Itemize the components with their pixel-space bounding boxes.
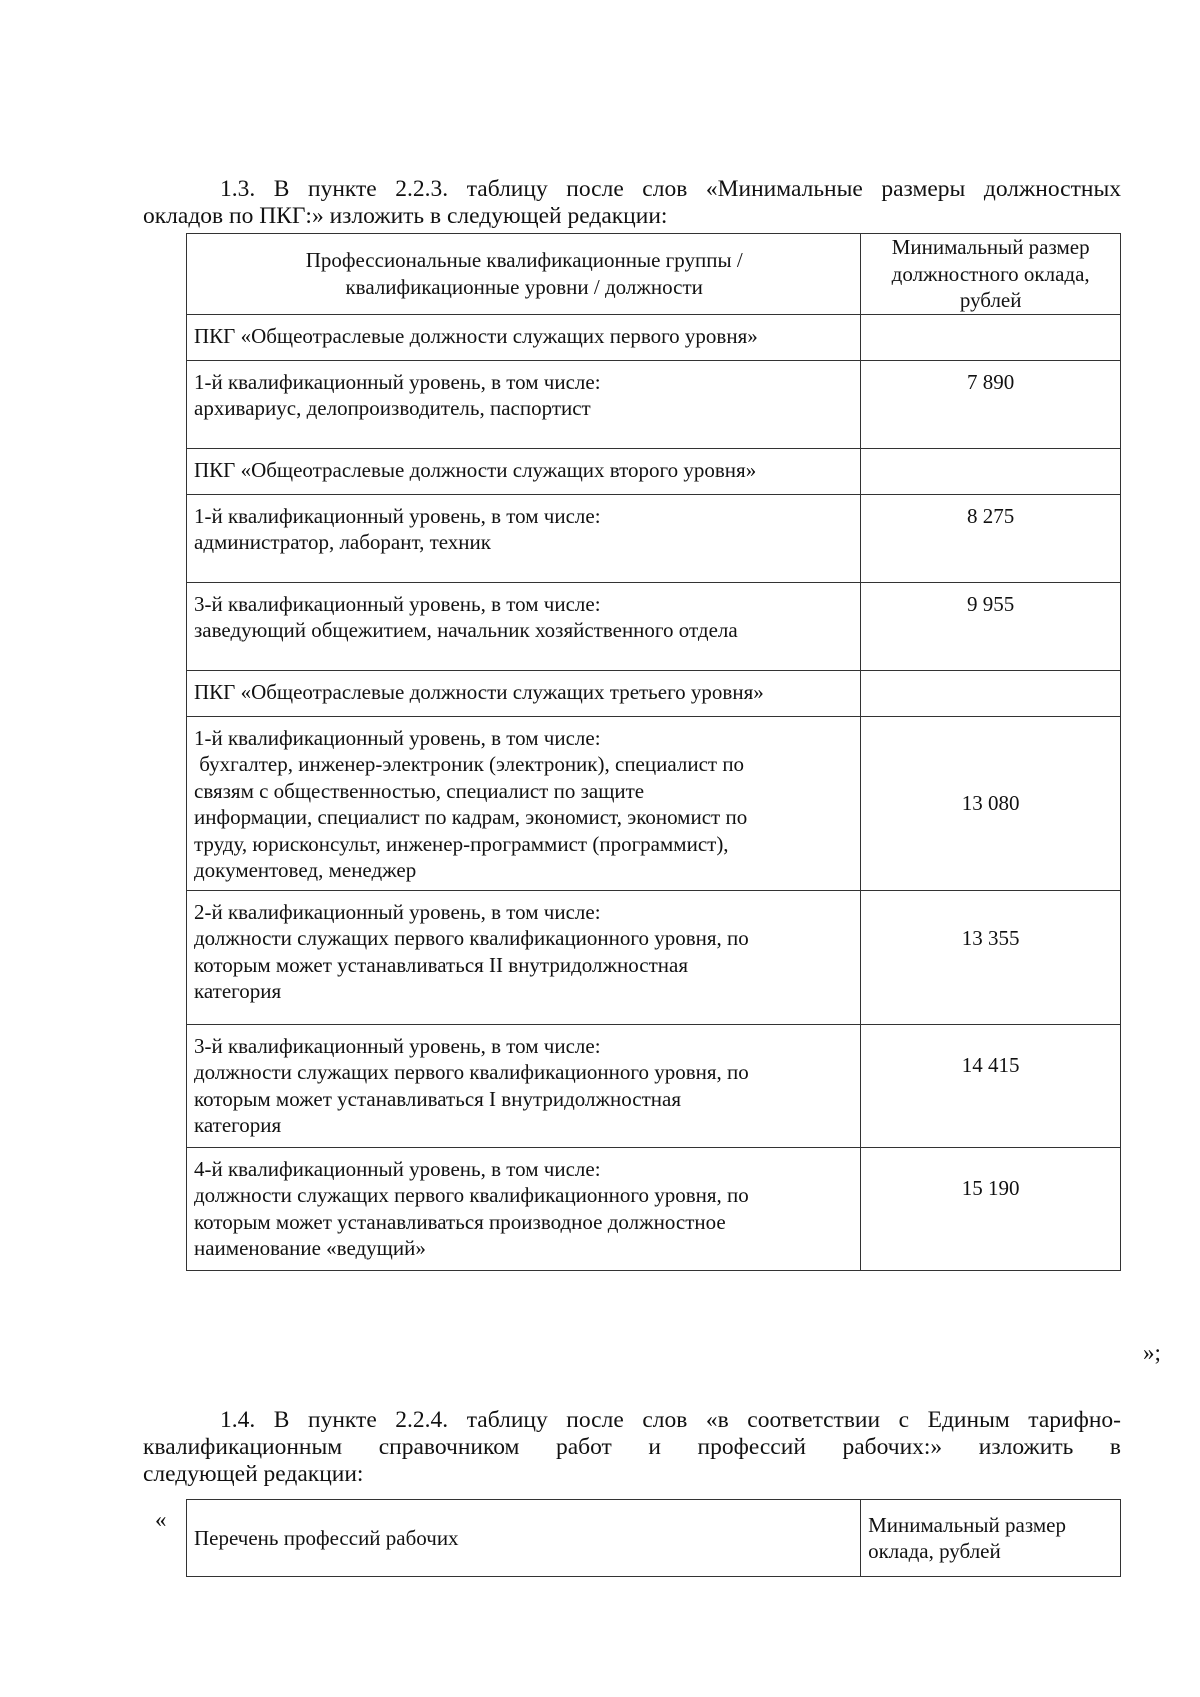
- level-title: 3-й квалификационный уровень, в том числе:: [194, 591, 601, 616]
- opening-quote-mark: «: [155, 1507, 167, 1532]
- header-cell-salary: [861, 234, 1121, 315]
- header-cell-groups: [187, 234, 861, 315]
- level-cell: [187, 360, 861, 448]
- table-group-row: [187, 314, 1121, 360]
- paragraph-text: 1.4. В пункте 2.2.4. таблицу после слов «в соответствии с Единым тарифно-: [220, 1407, 1121, 1433]
- salary-cell: [861, 314, 1121, 360]
- table-group-row: [187, 670, 1121, 716]
- positions-text: категория: [194, 979, 282, 1003]
- table-header-row: [187, 234, 1121, 315]
- header-text: Минимальный размер: [891, 235, 1090, 259]
- salary-table-employees: [186, 233, 1121, 1271]
- salary-cell: 13 080: [861, 716, 1121, 890]
- group-name-cell: ПКГ «Общеотраслевые должности служащих третьего уровня»: [187, 670, 861, 716]
- level-title: 1-й квалификационный уровень, в том числе:: [194, 503, 601, 528]
- positions-text: должности служащих первого квалификационного уровня, по: [194, 1183, 749, 1207]
- table-row: [187, 1147, 1121, 1270]
- paragraph-line: следующей редакции:: [143, 1461, 364, 1487]
- positions-text: заведующий общежитием, начальник хозяйственного отдела: [194, 618, 738, 642]
- paragraph-1-4: [143, 1407, 1121, 1488]
- positions-text: которым может устанавливаться II внутридолжностная: [194, 952, 688, 977]
- salary-cell: 8 275: [861, 494, 1121, 582]
- table-header-row: [187, 1500, 1121, 1577]
- level-cell: [187, 582, 861, 670]
- positions-text: связям с общественностью, специалист по защите: [194, 778, 645, 803]
- table-row: [187, 360, 1121, 448]
- header-text: Минимальный размер: [868, 1512, 1066, 1537]
- table-row: [187, 494, 1121, 582]
- header-text: квалификационные уровни / должности: [345, 274, 703, 299]
- level-cell: [187, 494, 861, 582]
- paragraph-line: окладов по ПКГ:» изложить в следующей редакции:: [143, 203, 668, 229]
- paragraph-text: 1.3. В пункте 2.2.3. таблицу после слов «Минимальные размеры должностных: [220, 176, 1121, 202]
- level-title: 3-й квалификационный уровень, в том числе:: [194, 1033, 601, 1058]
- header-text: должностного оклада,: [891, 261, 1090, 286]
- table-group-row: [187, 448, 1121, 494]
- positions-text: документовед, менеджер: [194, 858, 417, 882]
- positions-text: наименование «ведущий»: [194, 1236, 426, 1260]
- table-row: [187, 582, 1121, 670]
- group-name-cell: ПКГ «Общеотраслевые должности служащих первого уровня»: [187, 314, 861, 360]
- salary-cell: [861, 448, 1121, 494]
- positions-text: которым может устанавливаться производное должностное: [194, 1209, 726, 1234]
- closing-quote-mark: »;: [1143, 1340, 1161, 1365]
- salary-cell: 15 190: [861, 1147, 1121, 1270]
- header-cell-salary: [861, 1500, 1121, 1577]
- level-cell: [187, 716, 861, 890]
- level-cell: [187, 1024, 861, 1147]
- level-title: 4-й квалификационный уровень, в том числе:: [194, 1156, 601, 1181]
- positions-text: должности служащих первого квалификационного уровня, по: [194, 926, 749, 950]
- salary-cell: 7 890: [861, 360, 1121, 448]
- positions-text: должности служащих первого квалификационного уровня, по: [194, 1060, 749, 1084]
- level-cell: [187, 890, 861, 1024]
- salary-cell: 9 955: [861, 582, 1121, 670]
- positions-text: бухгалтер, инженер-электроник (электроник), специалист по: [194, 752, 745, 776]
- paragraph-line: [143, 176, 1121, 203]
- header-text: рублей: [959, 288, 1022, 312]
- positions-text: которым может устанавливаться I внутридолжностная: [194, 1086, 681, 1111]
- positions-text: архивариус, делопроизводитель, паспортист: [194, 396, 591, 420]
- positions-text: администратор, лаборант, техник: [194, 530, 491, 554]
- level-title: 1-й квалификационный уровень, в том числе:: [194, 725, 601, 750]
- level-title: 1-й квалификационный уровень, в том числе:: [194, 369, 601, 394]
- group-name-cell: ПКГ «Общеотраслевые должности служащих второго уровня»: [187, 448, 861, 494]
- header-text: оклада, рублей: [868, 1539, 1001, 1563]
- level-cell: [187, 1147, 861, 1270]
- positions-text: категория: [194, 1113, 282, 1137]
- paragraph-line: [143, 1407, 1121, 1434]
- salary-cell: 14 415: [861, 1024, 1121, 1147]
- table-row: [187, 890, 1121, 1024]
- paragraph-line: квалификационным справочником работ и профессий рабочих:» изложить в: [143, 1434, 1121, 1460]
- level-title: 2-й квалификационный уровень, в том числе:: [194, 899, 601, 924]
- paragraph-1-3: [143, 176, 1121, 230]
- header-cell-professions: Перечень профессий рабочих: [187, 1500, 861, 1577]
- salary-cell: 13 355: [861, 890, 1121, 1024]
- positions-text: информации, специалист по кадрам, экономист, экономист по: [194, 805, 748, 829]
- header-text: Профессиональные квалификационные группы /: [305, 248, 743, 273]
- salary-table-workers: [186, 1499, 1121, 1577]
- table-row: [187, 716, 1121, 890]
- table-row: [187, 1024, 1121, 1147]
- positions-text: труду, юрисконсульт, инженер-программист (программист),: [194, 831, 729, 856]
- salary-cell: [861, 670, 1121, 716]
